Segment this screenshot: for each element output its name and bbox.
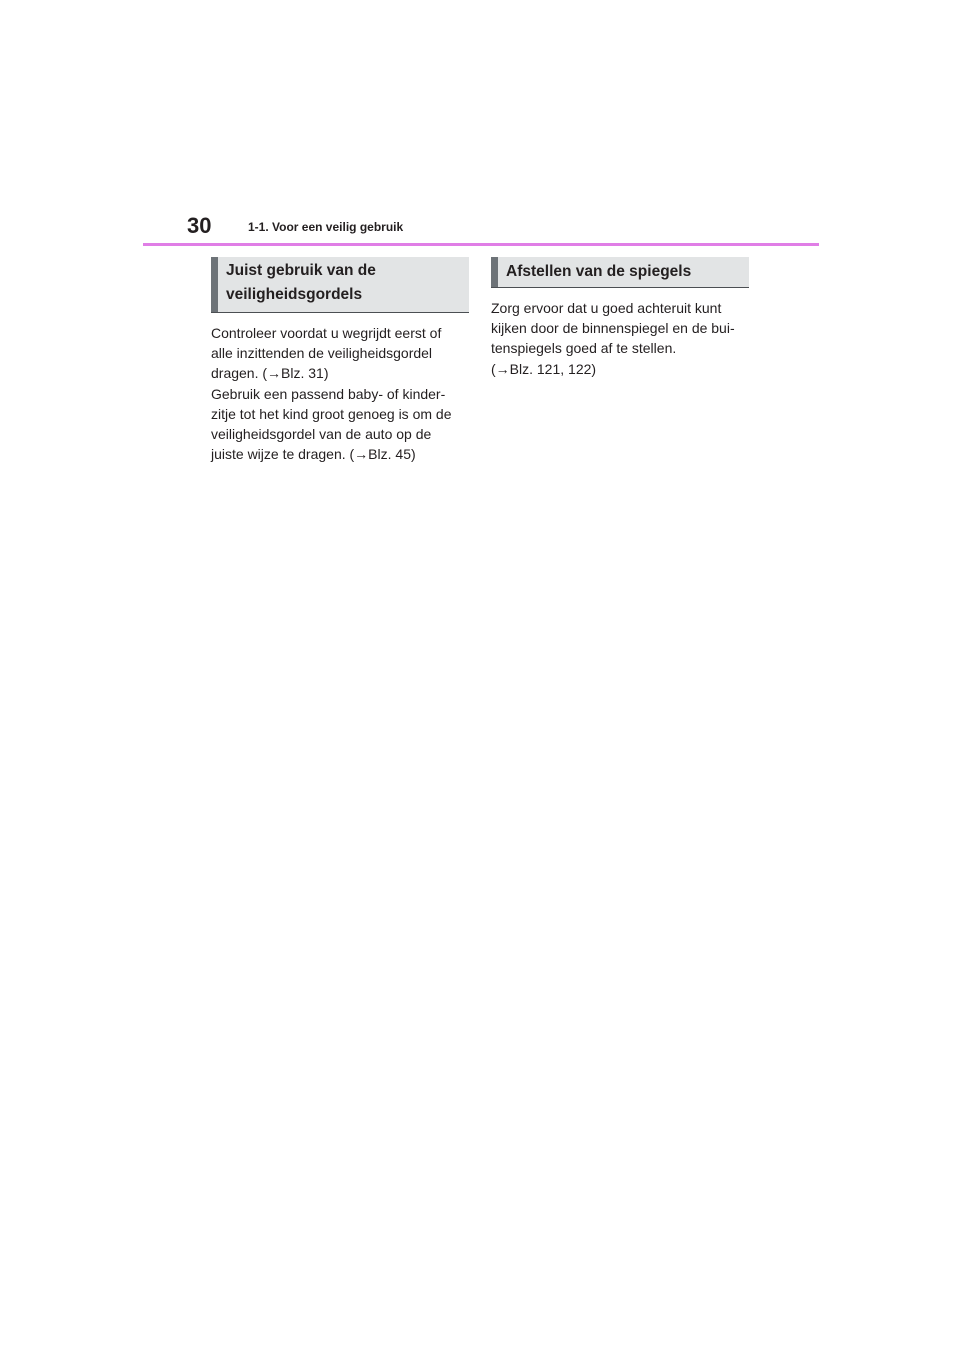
body-line: Gebruik een passend baby- of kinder- <box>211 385 446 402</box>
body-line: zitje tot het kind groot genoeg is om de <box>211 405 452 422</box>
heading-accent-bar <box>211 257 218 312</box>
section-body <box>491 298 749 379</box>
body-line: juiste wijze te dragen. (→Blz. 45) <box>211 446 416 463</box>
body-line: Controleer voordat u wegrijdt eerst of <box>211 325 442 341</box>
heading-line: Juist gebruik van de <box>226 262 376 279</box>
heading-line: veiligheidsgordels <box>226 286 363 303</box>
section-seatbelts <box>211 257 469 464</box>
body-line: alle inzittenden de veiligheidsgordel <box>211 345 433 362</box>
page-number: 30 <box>187 213 212 238</box>
heading-line: Afstellen van de spiegels <box>506 263 692 280</box>
body-line: kijken door de binnenspiegel en de bui- <box>491 320 735 337</box>
body-line: dragen. (→Blz. 31) <box>211 365 329 382</box>
section-body <box>211 323 469 464</box>
body-line: veiligheidsgordel van de auto op de <box>211 426 432 443</box>
heading-accent-bar <box>491 257 498 287</box>
body-line: tenspiegels goed af te stellen. <box>491 340 677 357</box>
section-heading <box>491 257 749 288</box>
chapter-title: 1-1. Voor een veilig gebruik <box>248 220 404 234</box>
section-heading <box>211 257 469 313</box>
body-line: (→Blz. 121, 122) <box>491 360 597 377</box>
body-line: Zorg ervoor dat u goed achteruit kunt <box>491 300 722 316</box>
section-mirrors <box>491 257 749 379</box>
header-divider <box>143 243 819 246</box>
